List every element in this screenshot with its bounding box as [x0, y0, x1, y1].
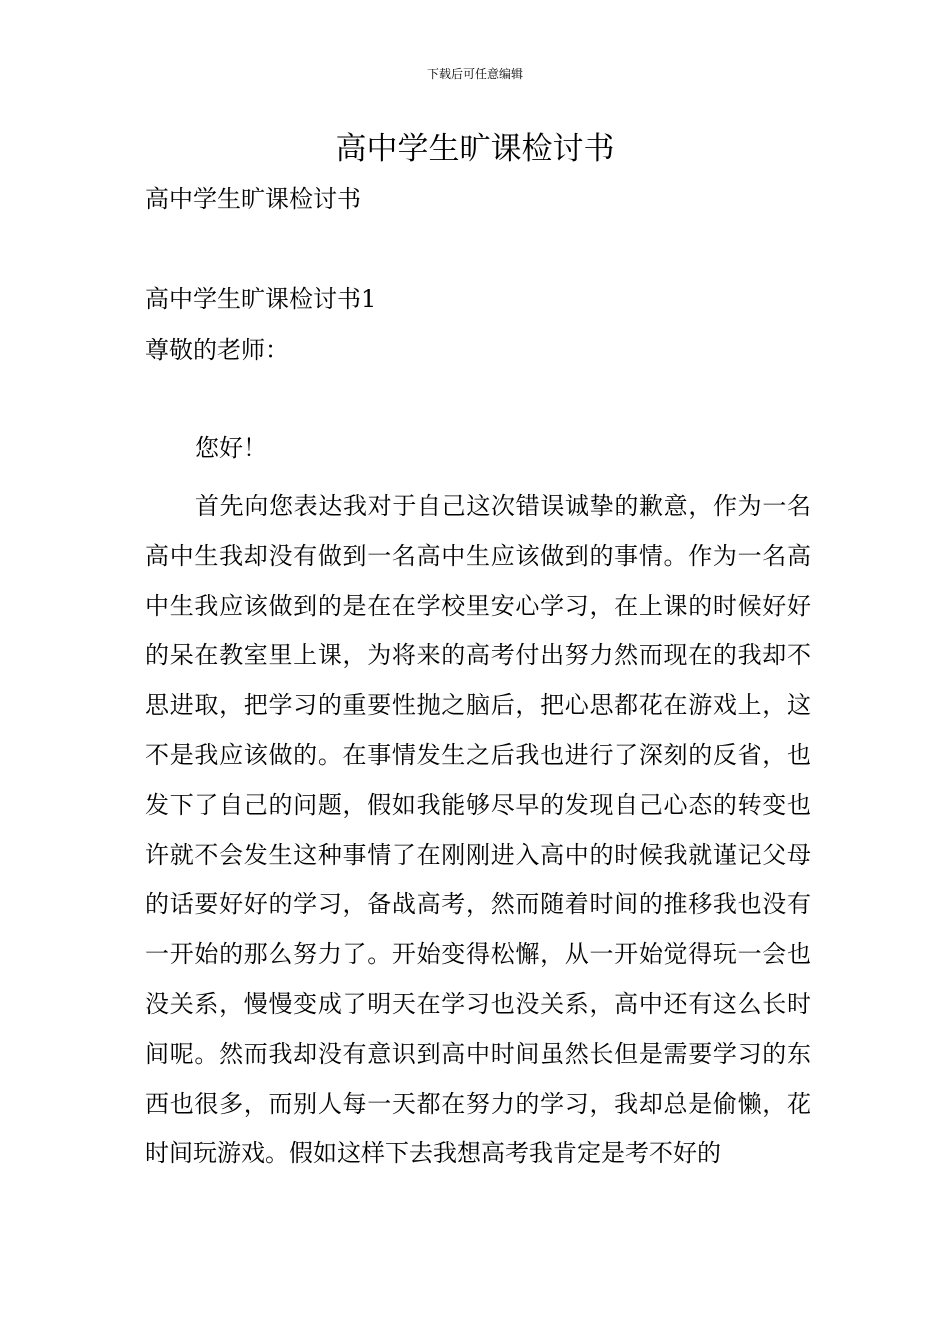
salutation: 尊敬的老师： [145, 336, 289, 364]
subtitle: 高中学生旷课检讨书 [145, 185, 361, 213]
document-title: 高中学生旷课检讨书 [335, 131, 615, 167]
greeting: 您好！ [195, 434, 267, 462]
section-heading: 高中学生旷课检讨书1 [145, 285, 377, 313]
body-paragraph: 首先向您表达我对于自己这次错误诚挚的歉意，作为一名高中生我却没有做到一名高中生应该做到的事情。作为一名高中生我应该做到的是在在学校里安心学习，在上课的时候好好的呆在教室里上课，为将来的高考付出努力然而现在的我却不思进取，把学习的重要性抛之脑后，把心思都花在游戏上，这不是我应该做的。在事情发生之后我也进行了深刻的反省，也发下了自己的问题，假如我能够尽早的发现自己心态的转变也许就不会发生这种事情了在刚刚进入高中的时候我就谨记父母的话要好好的学习，备战高考，然而随着时间的推移我也没有一开始的那么努力了。开始变得松懈，从一开始觉得玩一会也没关系，慢慢变成了明天在学习也没关系，高中还有这么长时间呢。然而我却没有意识到高中时间虽然长但是需要学习的东西也很多，而别人每一天都在努力的学习，我却总是偷懒，花时间玩游戏。假如这样下去我想高考我肯定是考不好的 [145, 492, 811, 1168]
header-note: 下载后可任意编辑 [426, 67, 523, 81]
